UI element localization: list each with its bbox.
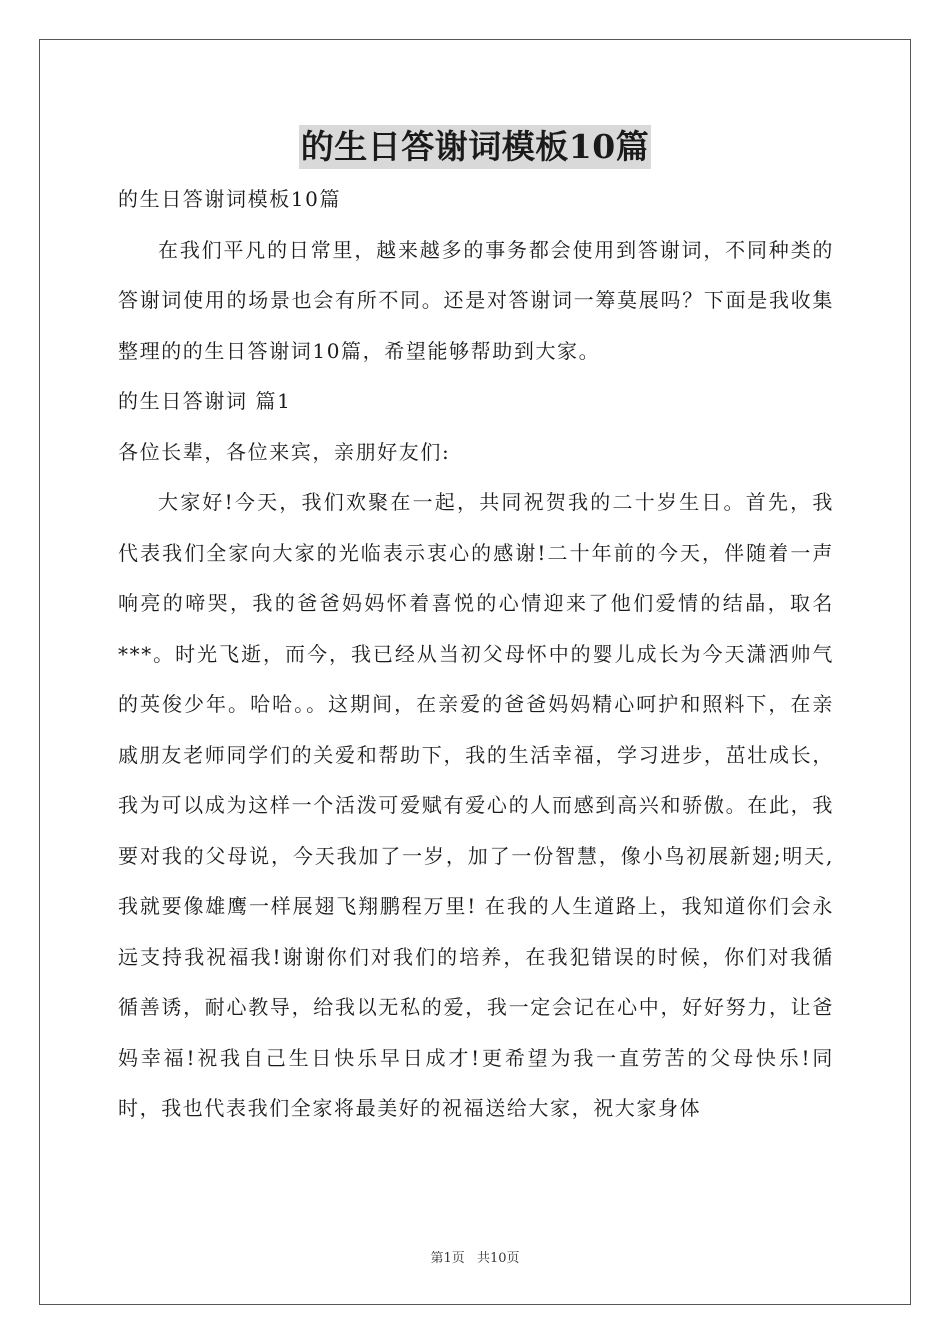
document-body — [118, 174, 834, 1134]
paragraph-subtitle: 的生日答谢词模板10篇 — [118, 187, 342, 211]
paragraph-salutation: 各位长辈，各位来宾，亲朋好友们: — [118, 439, 451, 464]
page-footer — [0, 1247, 950, 1266]
section-heading-1: 的生日答谢词 篇1 — [118, 389, 292, 413]
paragraph-speech: 大家好!今天，我们欢聚在一起，共同祝贺我的二十岁生日。首先，我代表我们全家向大家的光临表示衷心的感谢!二十年前的今天，伴随着一声响亮的啼哭，我的爸爸妈妈怀着喜悦的心情迎来了他们爱情的结晶，取名***。时光飞逝，而今，我已经从当初父母怀中的婴儿成长为今天潇洒帅气的英俊少年。哈哈。。这期间，在亲爱的爸爸妈妈精心呵护和照料下，在亲戚朋友老师同学们的关爱和帮助下，我的生活幸福，学习进步，茁壮成长，我为可以成为这样一个活泼可爱赋有爱心的人而感到高兴和骄傲。在此，我要对我的父母说，今天我加了一岁，加了一份智慧，像小鸟初展新翅;明天,我就要像雄鹰一样展翅飞翔鹏程万里! 在我的人生道路上，我知道你们会永远支持我祝福我!谢谢你们对我们的培养，在我犯错误的时候，你们对我循循善诱，耐心教导，给我以无私的爱，我一定会记在心中，好好努力，让爸妈幸福!祝我自己生日快乐早日成才!更希望为我一直劳苦的父母快乐!同时，我也代表我们全家将最美好的祝福送给大家，祝大家身体 — [118, 490, 834, 1120]
page-total: 共10页 — [476, 1251, 520, 1266]
paragraph-intro: 在我们平凡的日常里，越来越多的事务都会使用到答谢词，不同种类的答谢词使用的场景也会有所不同。还是对答谢词一筹莫展吗？下面是我收集整理的的生日答谢词10篇，希望能够帮助到大家。 — [118, 237, 834, 363]
document-title: 的生日答谢词模板10篇 — [299, 125, 651, 169]
title-container — [0, 125, 950, 169]
page-number: 第1页 — [430, 1251, 465, 1266]
